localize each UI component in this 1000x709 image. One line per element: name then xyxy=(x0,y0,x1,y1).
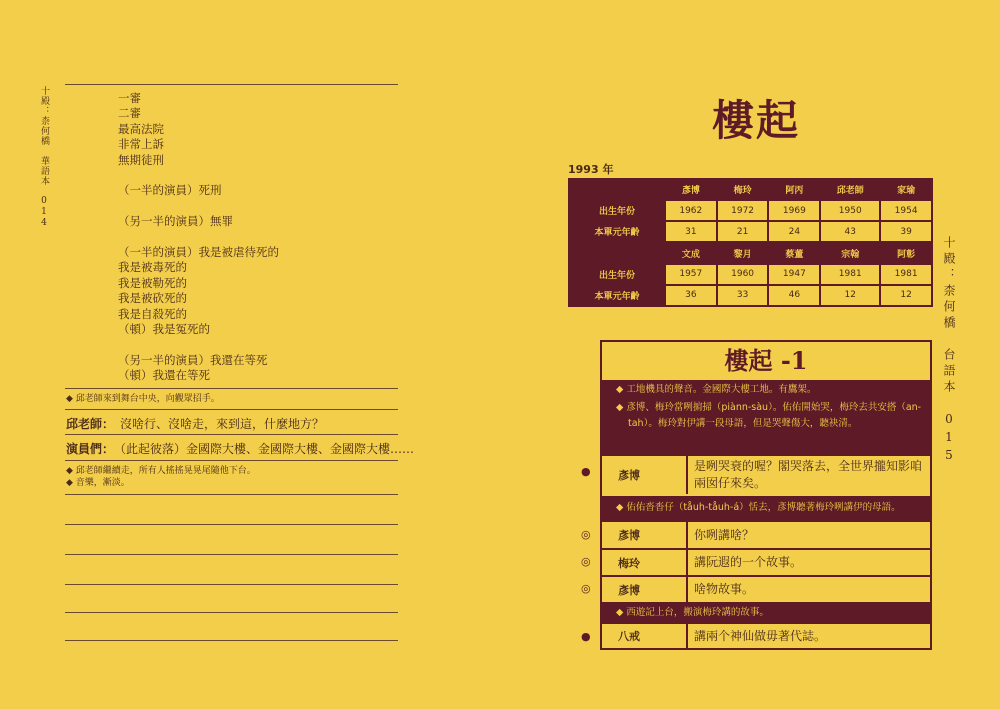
table-cell: 1969 xyxy=(769,201,819,220)
table-cell: 21 xyxy=(718,222,768,241)
verse-line: 我是被毒死的 xyxy=(118,260,187,275)
table-cell: 46 xyxy=(769,286,819,305)
verse-line: 我是被勒死的 xyxy=(118,275,187,290)
divider xyxy=(65,409,398,410)
table-cell: 1972 xyxy=(718,201,768,220)
scene-title: 樓起 -1 xyxy=(724,346,808,375)
table-header-row xyxy=(570,180,931,199)
table-cell: 1947 xyxy=(769,265,819,284)
dialogue-text: 講兩个神仙做毋著代誌。 xyxy=(694,628,827,643)
table-cell: 1962 xyxy=(666,201,716,220)
verse-line: 我是自殺死的 xyxy=(118,306,187,321)
stage-direction: ◆ 佑佑沓沓仔（tåuh-tåuh-á）恬去，彥博聽著梅玲咧講伊的母語。 xyxy=(602,496,930,520)
divider xyxy=(65,84,398,85)
character-name: 宗翰 xyxy=(821,243,879,262)
table-cell: 12 xyxy=(821,286,879,305)
table-cell: 1950 xyxy=(821,201,879,220)
table-cell: 43 xyxy=(821,222,879,241)
character-name: 梅玲 xyxy=(718,180,768,199)
double-circle-icon: ◎ xyxy=(581,555,591,568)
dialogue-row xyxy=(602,624,930,648)
dialogue-row xyxy=(602,548,930,575)
table-cell: 1981 xyxy=(881,265,931,284)
verse-line: （一半的演員）死刑 xyxy=(118,183,222,198)
speech-text: （此起彼落）金國際大樓、金國際大樓、金國際大樓…… xyxy=(120,442,415,456)
row-label: 出生年份 xyxy=(570,265,664,284)
table-header-row xyxy=(570,243,931,262)
dialogue-row xyxy=(602,520,930,548)
filled-circle-icon: ● xyxy=(581,630,591,643)
chapter-title: 樓起 xyxy=(712,96,801,145)
double-circle-icon: ◎ xyxy=(581,582,591,595)
row-label: 本單元年齡 xyxy=(570,222,664,241)
verse-line: （另一半的演員）我還在等死 xyxy=(118,352,268,367)
script-box xyxy=(600,340,932,650)
character-name: 家瑜 xyxy=(881,180,931,199)
table-cell: 36 xyxy=(666,286,716,305)
dialogue-text: 講阮遐的一个故事。 xyxy=(694,555,803,569)
age-table xyxy=(568,178,933,307)
stage-direction: ◆ 邱老師繼續走，所有人搖搖晃晃尾隨他下台。 xyxy=(66,466,256,476)
left-running-head: 十殿：柰何橋 華語本 014 xyxy=(39,86,49,229)
dialogue-row xyxy=(602,454,930,494)
note-line xyxy=(65,612,398,613)
speaker-name: 八戒 xyxy=(602,624,688,648)
table-row xyxy=(570,201,931,220)
row-label: 本單元年齡 xyxy=(570,286,664,305)
verse-line: （頓）我還在等死 xyxy=(118,368,210,383)
table-cell: 33 xyxy=(718,286,768,305)
double-circle-icon: ◎ xyxy=(581,528,591,541)
character-name: 阿丙 xyxy=(769,180,819,199)
stage-direction: ◆ 邱老師來到舞台中央，向觀眾招手。 xyxy=(66,394,220,404)
character-name: 蔡董 xyxy=(769,243,819,262)
dialogue-text: 你咧講啥？ xyxy=(694,527,755,542)
speech-line xyxy=(66,440,414,457)
divider xyxy=(65,494,398,495)
table-cell: 1981 xyxy=(821,265,879,284)
character-name: 彥博 xyxy=(666,180,716,199)
verse-line: （另一半的演員）無罪 xyxy=(118,214,233,229)
table-corner xyxy=(570,180,664,199)
speaker-name: 彥博 xyxy=(602,577,688,602)
stage-direction: ◆ 音樂，漸淡。 xyxy=(66,478,130,488)
year-label: 1993 年 xyxy=(568,163,614,176)
table-cell: 1960 xyxy=(718,265,768,284)
table-cell: 24 xyxy=(769,222,819,241)
character-name: 邱老師 xyxy=(821,180,879,199)
table-row xyxy=(570,265,931,284)
dialogue-text: 啥物故事。 xyxy=(694,582,755,596)
divider xyxy=(65,388,398,389)
row-label: 出生年份 xyxy=(570,201,664,220)
speaker-name: 彥博 xyxy=(602,522,688,548)
filled-circle-icon: ● xyxy=(581,465,591,478)
speaker-name: 彥博 xyxy=(602,456,688,494)
verse-line: 一審 xyxy=(118,91,141,105)
speaker-name: 邱老師： xyxy=(66,417,115,431)
verse-line: 最高法院 xyxy=(118,121,164,136)
table-cell: 1957 xyxy=(666,265,716,284)
stage-direction: ◆ 工地機具的聲音。金國際大樓工地。有鷹架。 xyxy=(602,380,930,400)
dialogue-text: 是咧哭衰的喔？閣哭落去，全世界攏知影咱兩囡仔來矣。 xyxy=(694,459,923,490)
speech-line xyxy=(66,415,324,432)
character-name: 阿彰 xyxy=(881,243,931,262)
stage-direction: ◆ 西遊記上台，搬演梅玲講的故事。 xyxy=(602,602,930,624)
verse-line: 非常上訴 xyxy=(118,137,164,152)
note-line xyxy=(65,584,398,585)
right-running-head: 十殿：柰何橋 台語本 015 xyxy=(942,236,956,466)
speaker-name: 演員們： xyxy=(66,442,115,456)
verse-line: 我是被砍死的 xyxy=(118,291,187,306)
table-corner xyxy=(570,243,664,262)
table-cell: 12 xyxy=(881,286,931,305)
table-cell: 31 xyxy=(666,222,716,241)
table-cell: 39 xyxy=(881,222,931,241)
divider xyxy=(65,460,398,461)
verse-line: （頓）我是冤死的 xyxy=(118,322,210,336)
verse-line: 無期徒刑 xyxy=(118,152,164,167)
note-line xyxy=(65,554,398,555)
table-cell: 1954 xyxy=(881,201,931,220)
dialogue-row xyxy=(602,575,930,602)
character-name: 黎月 xyxy=(718,243,768,262)
verse-line: 二審 xyxy=(118,106,141,121)
speech-text: 沒啥行、沒啥走，來到這，什麼地方？ xyxy=(120,417,325,431)
speaker-name: 梅玲 xyxy=(602,550,688,575)
verse-line: （一半的演員）我是被虐待死的 xyxy=(118,245,279,259)
table-row xyxy=(570,286,931,305)
divider xyxy=(65,434,398,435)
table-row xyxy=(570,222,931,241)
stage-direction: ◆ 彥博、梅玲當咧掮掃（piànn-sàu）。佑佑開始哭，梅玲去共安搭（an-tah）。梅玲對伊講一段母語，但是哭聲傷大，聽袂清。 xyxy=(602,400,930,454)
character-name: 文成 xyxy=(666,243,716,262)
note-line xyxy=(65,524,398,525)
note-line xyxy=(65,640,398,641)
